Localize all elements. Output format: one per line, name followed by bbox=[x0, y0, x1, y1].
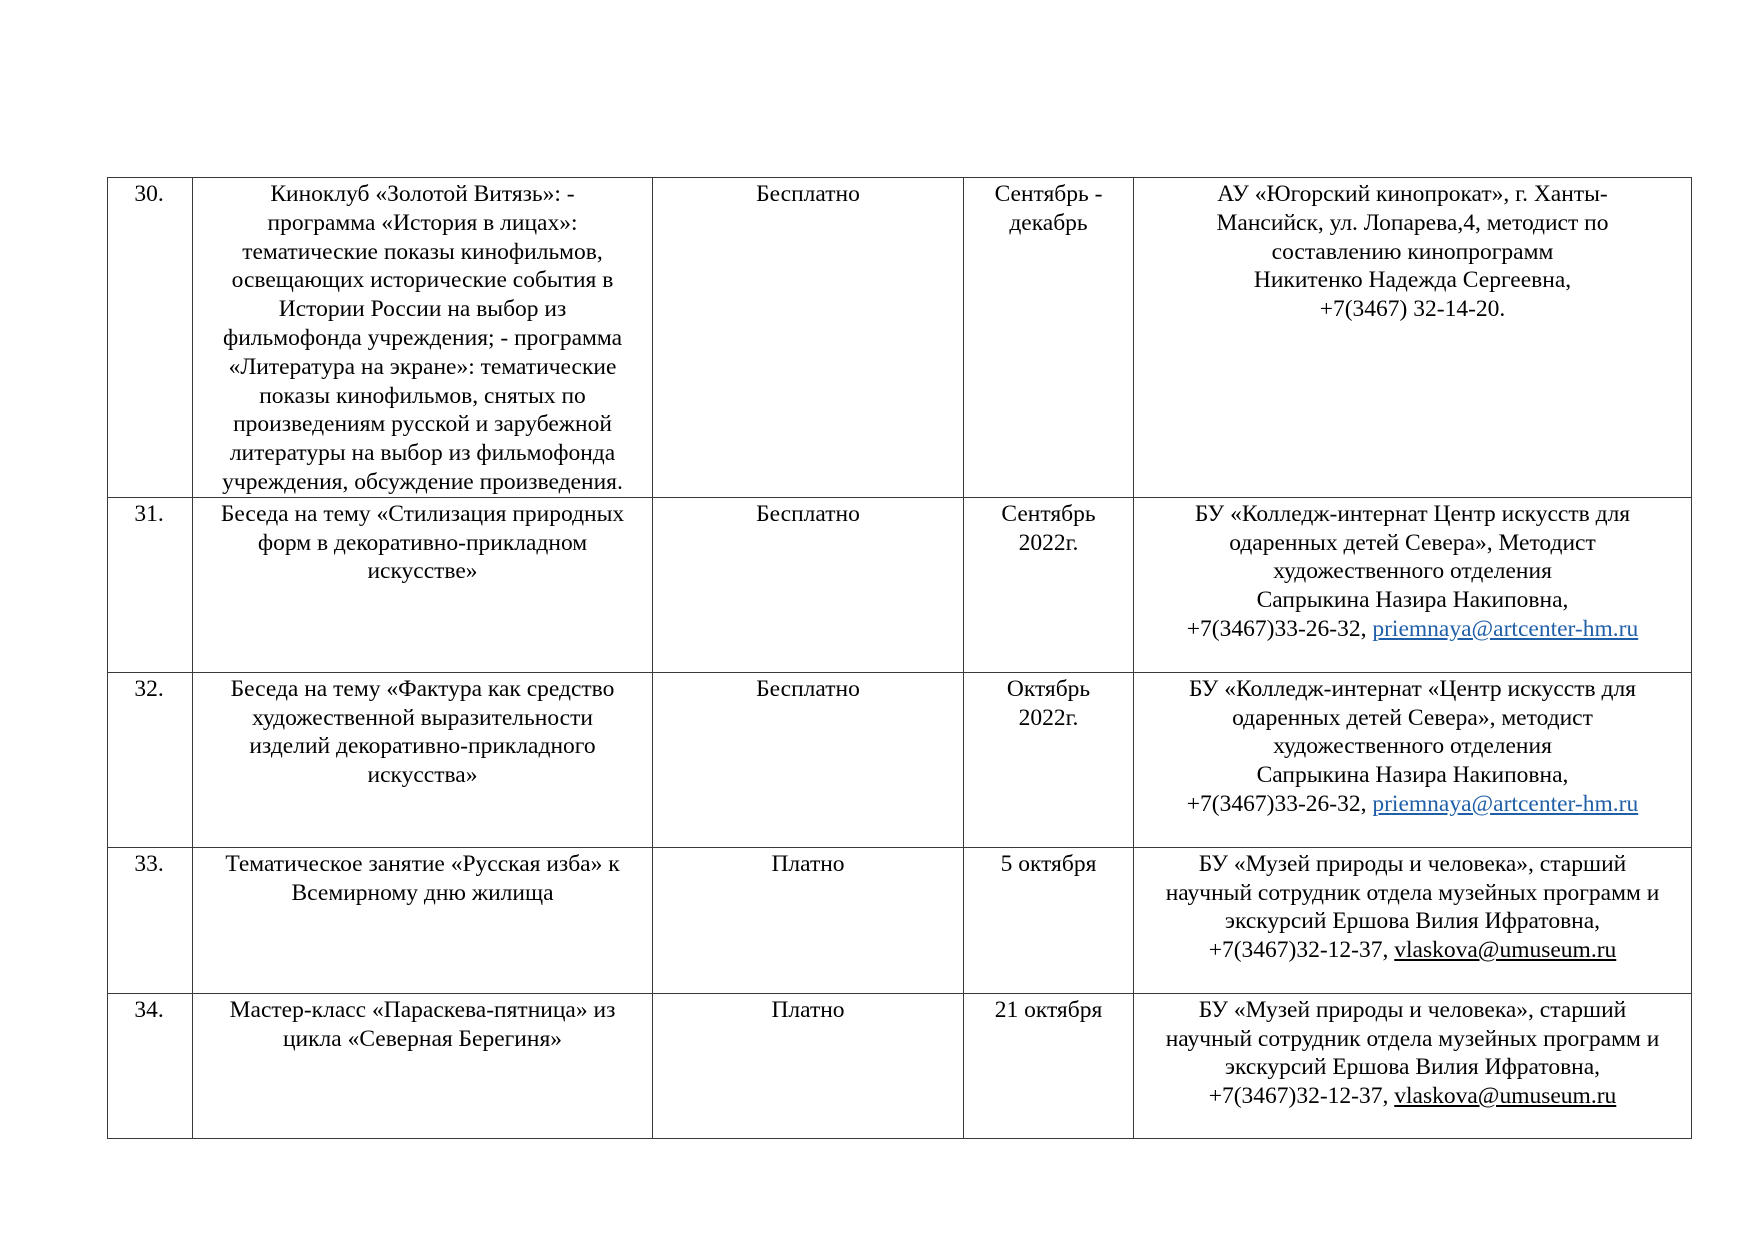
payment-status: Бесплатно bbox=[756, 181, 860, 207]
date-line: 5 октября bbox=[1000, 850, 1097, 877]
organizer-line: АУ «Югорский кинопрокат», г. Ханты- bbox=[1217, 181, 1608, 207]
date-line: Сентябрь - bbox=[994, 181, 1103, 207]
organizer-line: +7(3467) 32-14-20. bbox=[1319, 296, 1506, 323]
row-number-cell bbox=[108, 178, 193, 498]
event-name-line: тематические показы кинофильмов, bbox=[242, 238, 603, 265]
contact-line bbox=[1138, 936, 1687, 965]
row-number: 33. bbox=[134, 850, 164, 877]
organizer-line: художественного отделения bbox=[1273, 733, 1552, 760]
payment-status: Платно bbox=[771, 850, 845, 877]
organizer-line: Сапрыкина Назира Накиповна, bbox=[1256, 762, 1569, 789]
organizer-cell bbox=[1134, 672, 1692, 847]
event-name-line: форм в декоративно-прикладном bbox=[257, 529, 588, 556]
organizer-line: Мансийск, ул. Лопарева,4, методист по bbox=[1216, 209, 1609, 236]
row-number: 31. bbox=[134, 500, 164, 527]
row-number-cell bbox=[108, 672, 193, 847]
phone-text: +7(3467)32-12-37, bbox=[1208, 1083, 1395, 1110]
organizer-cell bbox=[1134, 178, 1692, 498]
organizer-line: БУ «Колледж-интернат Центр искусств для bbox=[1194, 500, 1631, 527]
event-name-cell bbox=[193, 497, 653, 672]
date-cell bbox=[964, 497, 1134, 672]
event-name-line: показы кинофильмов, снятых по bbox=[259, 382, 586, 409]
payment-status: Бесплатно bbox=[756, 675, 860, 702]
organizer-line: Сапрыкина Назира Накиповна, bbox=[1256, 587, 1569, 614]
event-name-line: Мастер-класс «Параскева-пятница» из bbox=[229, 996, 616, 1023]
contact-line bbox=[1138, 1082, 1687, 1111]
payment-cell bbox=[653, 672, 964, 847]
row-number-cell bbox=[108, 847, 193, 993]
event-name-line: Киноклуб «Золотой Витязь»: - bbox=[270, 181, 575, 207]
organizer-line: научный сотрудник отдела музейных программ и bbox=[1165, 1025, 1660, 1052]
row-number: 30. bbox=[134, 181, 164, 207]
date-cell bbox=[964, 847, 1134, 993]
organizer-line: художественного отделения bbox=[1273, 558, 1552, 585]
organizer-cell bbox=[1134, 993, 1692, 1138]
organizer-line: экскурсий Ершова Вилия Ифратовна, bbox=[1224, 1054, 1601, 1081]
row-number-cell bbox=[108, 497, 193, 672]
email-link[interactable]: vlaskova@umuseum.ru bbox=[1394, 1083, 1617, 1110]
organizer-line: БУ «Музей природы и человека», старший bbox=[1198, 850, 1627, 877]
organizer-cell bbox=[1134, 497, 1692, 672]
event-name-line: Истории России на выбор из bbox=[278, 296, 567, 323]
payment-cell bbox=[653, 847, 964, 993]
date-cell bbox=[964, 672, 1134, 847]
organizer-line: БУ «Колледж-интернат «Центр искусств для bbox=[1189, 675, 1636, 702]
date-line: 21 октября bbox=[994, 996, 1103, 1023]
email-link[interactable]: priemnaya@artcenter-hm.ru bbox=[1372, 790, 1639, 817]
organizer-cell bbox=[1134, 847, 1692, 993]
event-name-line: произведениям русской и зарубежной bbox=[233, 411, 612, 438]
event-name-line: Всемирному дню жилища bbox=[291, 879, 554, 906]
row-number: 34. bbox=[134, 996, 164, 1023]
date-cell bbox=[964, 993, 1134, 1138]
date-line: Сентябрь bbox=[1001, 500, 1096, 527]
event-name-line: изделий декоративно-прикладного bbox=[249, 733, 596, 760]
events-table bbox=[107, 177, 1692, 1139]
email-link[interactable]: vlaskova@umuseum.ru bbox=[1394, 937, 1617, 964]
payment-cell bbox=[653, 497, 964, 672]
email-link[interactable]: priemnaya@artcenter-hm.ru bbox=[1372, 615, 1639, 642]
organizer-line: составлению кинопрограмм bbox=[1271, 238, 1554, 265]
event-name-line: цикла «Северная Берегиня» bbox=[282, 1025, 563, 1052]
event-name-line: Тематическое занятие «Русская изба» к bbox=[225, 850, 620, 877]
row-number: 32. bbox=[134, 675, 164, 702]
event-name-cell bbox=[193, 993, 653, 1138]
event-name-cell bbox=[193, 178, 653, 498]
event-name-line: фильмофонда учреждения; - программа bbox=[222, 324, 623, 351]
date-cell bbox=[964, 178, 1134, 498]
organizer-line: Никитенко Надежда Сергеевна, bbox=[1253, 267, 1572, 294]
event-name-line: учреждения, обсуждение произведения. bbox=[222, 468, 623, 495]
contact-line bbox=[1138, 615, 1687, 644]
event-name-line: Беседа на тему «Фактура как средство bbox=[230, 675, 615, 702]
phone-text: +7(3467)32-12-37, bbox=[1208, 937, 1395, 964]
payment-status: Платно bbox=[771, 996, 845, 1023]
date-line: 2022г. bbox=[1018, 529, 1079, 556]
organizer-line: одаренных детей Севера», Методист bbox=[1229, 529, 1596, 556]
event-name-line: Беседа на тему «Стилизация природных bbox=[220, 500, 625, 527]
date-line: Октябрь bbox=[1006, 675, 1091, 702]
table-row bbox=[108, 993, 1692, 1138]
event-name-line: программа «История в лицах»: bbox=[267, 209, 578, 236]
table-row bbox=[108, 497, 1692, 672]
table-row bbox=[108, 672, 1692, 847]
organizer-line: одаренных детей Севера», методист bbox=[1232, 704, 1593, 731]
organizer-line: научный сотрудник отдела музейных программ и bbox=[1165, 879, 1660, 906]
event-name-cell bbox=[193, 847, 653, 993]
table-row bbox=[108, 178, 1692, 498]
event-name-line: художественной выразительности bbox=[252, 704, 593, 731]
organizer-line: БУ «Музей природы и человека», старший bbox=[1198, 996, 1627, 1023]
event-name-line: освещающих исторические события в bbox=[231, 267, 614, 294]
event-name-cell bbox=[193, 672, 653, 847]
event-name-line: искусства» bbox=[367, 762, 478, 789]
phone-text: +7(3467)33-26-32, bbox=[1186, 790, 1373, 817]
date-line: декабрь bbox=[1009, 209, 1088, 236]
payment-cell bbox=[653, 178, 964, 498]
event-name-line: «Литература на экране»: тематические bbox=[228, 353, 617, 380]
event-name-line: литературы на выбор из фильмофонда bbox=[229, 440, 616, 467]
payment-cell bbox=[653, 993, 964, 1138]
events-table-body bbox=[108, 178, 1692, 1139]
table-row bbox=[108, 847, 1692, 993]
date-line: 2022г. bbox=[1018, 704, 1079, 731]
event-name-line: искусстве» bbox=[367, 558, 478, 585]
organizer-line: экскурсий Ершова Вилия Ифратовна, bbox=[1224, 908, 1601, 935]
contact-line bbox=[1138, 790, 1687, 819]
row-number-cell bbox=[108, 993, 193, 1138]
payment-status: Бесплатно bbox=[756, 500, 860, 527]
phone-text: +7(3467)33-26-32, bbox=[1186, 615, 1373, 642]
